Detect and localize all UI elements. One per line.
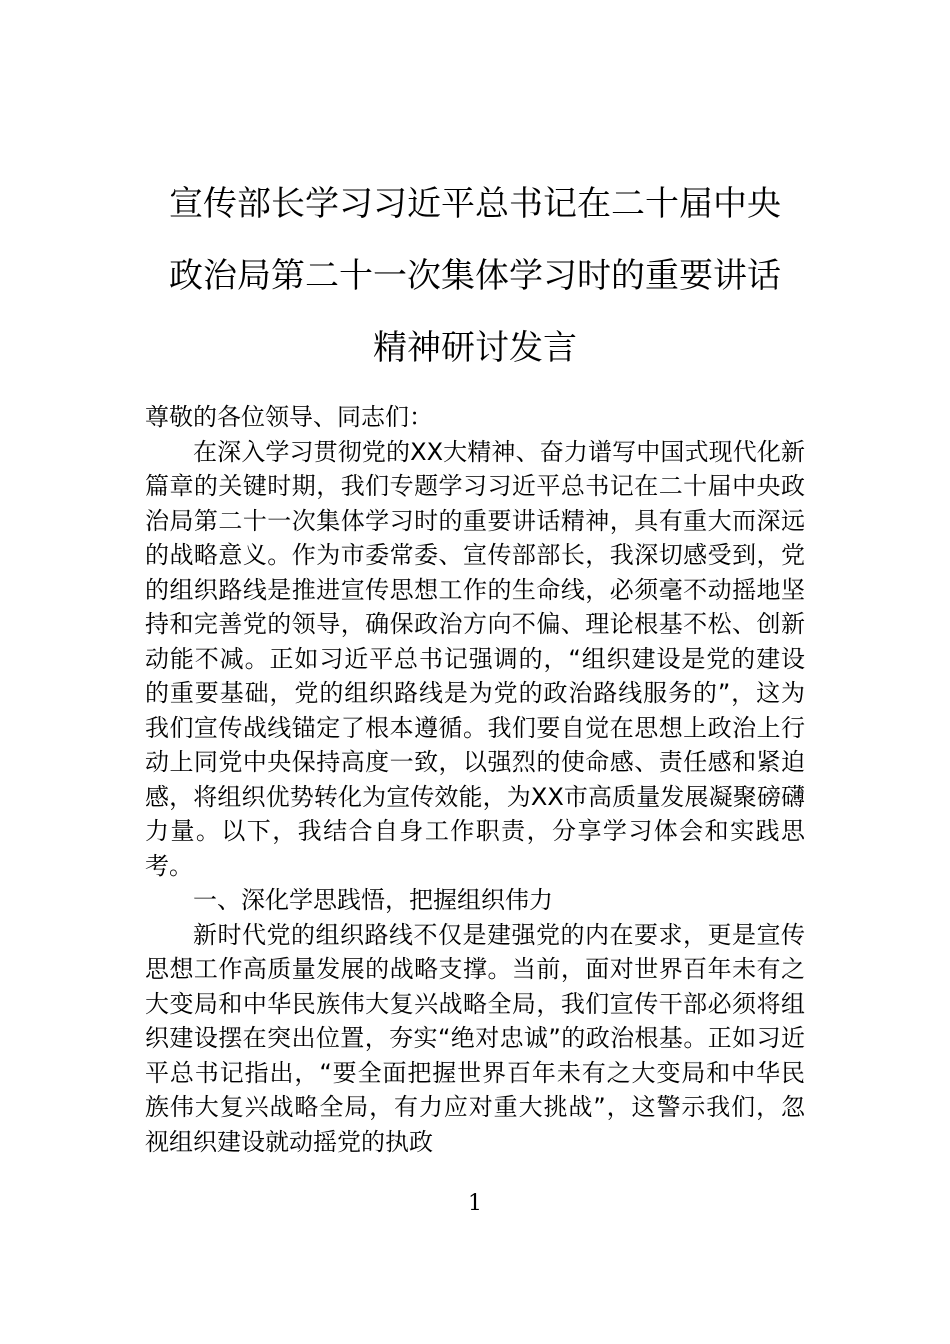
paragraph-section-1: 新时代党的组织路线不仅是建强党的内在要求，更是宣传思想工作高质量发展的战略支撑。当前，面对世界百年未有之大变局和中华民族伟大复兴战略全局，我们宣传干部必须将组织建设摆在突出位置，夯实“绝对忠诚”的政治根基。正如习近平总书记指出，“要全面把握世界百年未有之大变局和中华民族伟大复兴战略全局，有力应对重大挑战”，这警示我们，忽视组织建设就动摇党的执政 [145,920,805,1156]
section-heading-1: 一、深化学思践悟，把握组织伟力 [193,886,553,914]
salutation: 尊敬的各位领导、同志们： [145,403,433,431]
paragraph-intro: 在深入学习贯彻党的XX大精神、奋力谱写中国式现代化新篇章的关键时期，我们专题学习习近平总书记在二十届中央政治局第二十一次集体学习时的重要讲话精神，具有重大而深远的战略意义。作为市委常委、宣传部部长，我深切感受到，党的组织路线是推进宣传思想工作的生命线，必须毫不动摇地坚持和完善党的领导，确保政治方向不偏、理论根基不松、创新动能不减。正如习近平总书记强调的，“组织建设是党的建设的重要基础，党的组织路线是为党的政治路线服务的”，这为我们宣传战线锚定了根本遵循。我们要自觉在思想上政治上行动上同党中央保持高度一致，以强烈的使命感、责任感和紧迫感，将组织优势转化为宣传效能，为XX市高质量发展凝聚磅礴力量。以下，我结合自身工作职责，分享学习体会和实践思考。 [145,437,805,880]
title-line-3: 精神研讨发言 [373,328,577,368]
title-line-1: 宣传部长学习习近平总书记在二十届中央 [169,184,781,224]
document-body [145,400,805,1159]
page-number: 1 [468,1191,482,1216]
title-line-2: 政治局第二十一次集体学习时的重要讲话 [169,256,781,296]
document-title [145,168,805,384]
